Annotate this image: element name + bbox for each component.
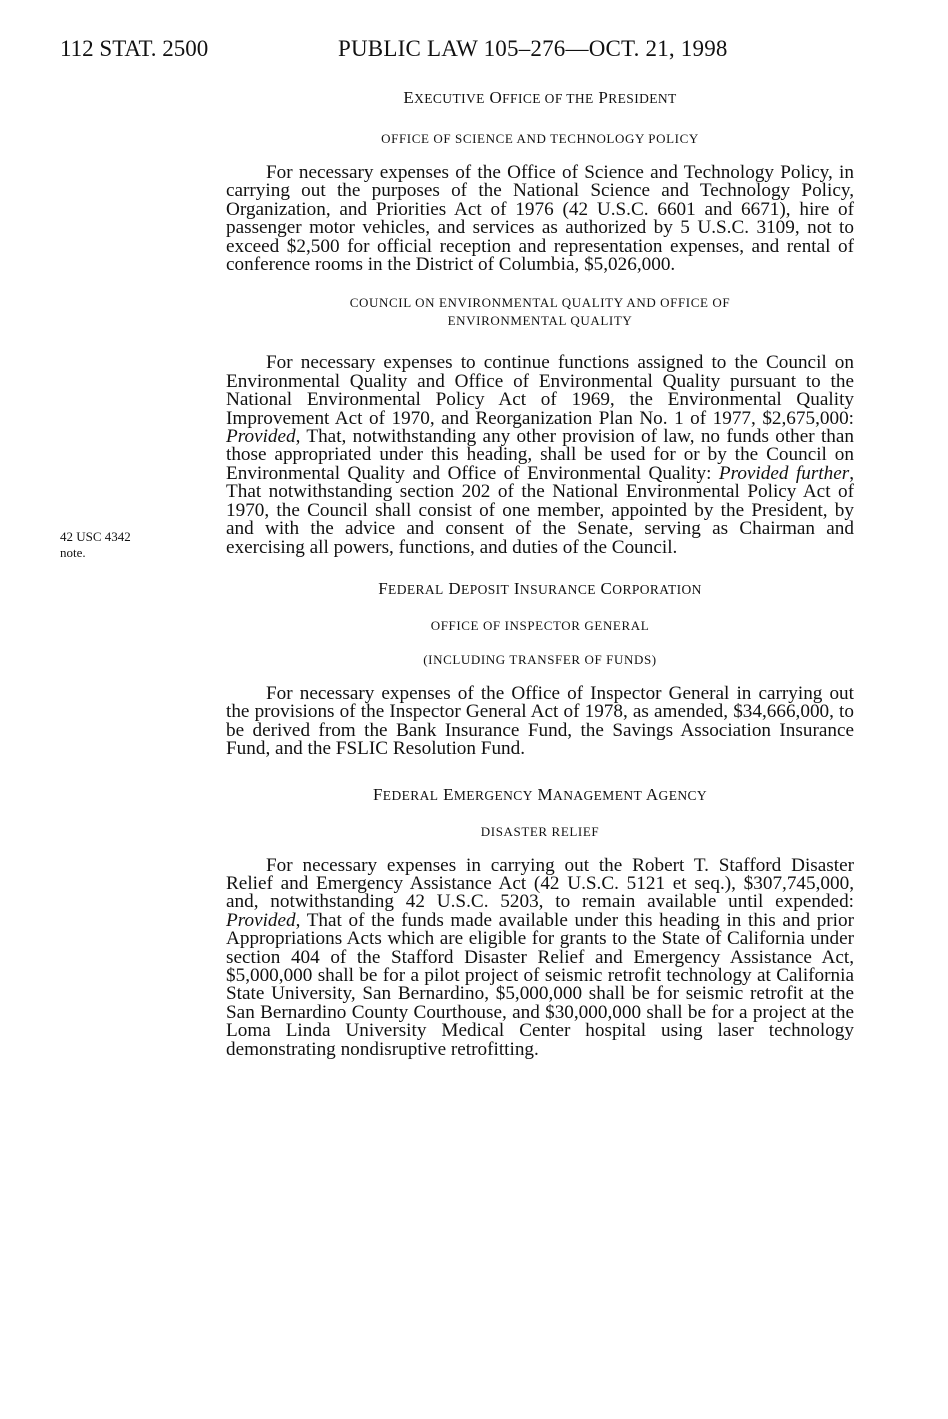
heading-fema: FEDERAL EMERGENCY MANAGEMENT AGENCY [372, 784, 708, 804]
heading-ceq-line1: COUNCIL ON ENVIRONMENTAL QUALITY AND OFFICE OF [349, 295, 731, 311]
heading-inspector-general: OFFICE OF INSPECTOR GENERAL [430, 617, 650, 633]
heading-disaster-relief: DISASTER RELIEF [480, 823, 600, 839]
page-header [0, 36, 948, 66]
paragraph-fdic: For necessary expenses of the Office of Inspector General in carrying out the provisions of the Inspector General Act of 1978, as amended, $34,666,000, to be derived from the Bank Insurance Fund, the Savings Association Insurance Fund, and the FSLIC Resolution Fund. [226, 682, 854, 760]
margin-note-label: note. [60, 545, 86, 560]
paragraph-ostp: For necessary expenses of the Office of Science and Technology Policy, in carrying out the purposes of the National Science and Technology Policy, Organization, and Priorities Act of 1976 (42 U.S.C. 6601 and 6671), hire of passenger motor vehicles, and services as authorized by 5 U.S.C. 3109, not to exceed $2,500 for official reception and representation expenses, and rental of conference rooms in the District of Columbia, $5,026,000. [226, 162, 854, 276]
heading-fdic: FEDERAL DEPOSIT INSURANCE CORPORATION [378, 578, 702, 598]
heading-ceq-line2: ENVIRONMENTAL QUALITY [447, 313, 633, 329]
heading-transfer-of-funds: (INCLUDING TRANSFER OF FUNDS) [423, 651, 657, 667]
paragraph-ceq: For necessary expenses to continue functions assigned to the Council on Environmental Quality and Office of Environmental Quality pursuant to the National Environmental Policy Act of 1969, the Environmental Quality Improvement Act of 1970, and Reorganization Plan No. 1 of 1977, $2,675,000: Provided, That, notwithstanding any other provision of law, no funds other than those appropriated under this heading, shall be used for or by the Council on Environmental Quality and Office of Environmental Quality: Provided further, That notwithstanding section 202 of the National Environmental Policy Act of 1970, the Council shall consist of one member, appointed by the President, by and with the advice and consent of the Senate, serving as Chairman and exercising all powers, functions, and duties of the Council. [226, 352, 854, 558]
provided-emphasis: Provided [226, 426, 296, 448]
margin-note [60, 529, 190, 561]
public-law-citation: PUBLIC LAW 105–276—OCT. 21, 1998 [338, 36, 728, 61]
heading-executive-office: EXECUTIVE OFFICE OF THE PRESIDENT [403, 88, 677, 107]
heading-ostp: OFFICE OF SCIENCE AND TECHNOLOGY POLICY [381, 131, 699, 146]
provided-further-emphasis: Provided further [718, 462, 850, 484]
paragraph-fema: For necessary expenses in carrying out the Robert T. Stafford Disaster Relief and Emergency Assistance Act (42 U.S.C. 5121 et seq.), $307,745,000, and, notwithstanding 42 U.S.C. 5203, to remain available until expended: Provided, That of the funds made available under this heading in this and prior Appropriations Acts which are eligible for grants to the State of California under section 404 of the Stafford Disaster Relief and Emergency Assistance Act, $5,000,000 shall be for a pilot project of seismic retrofit technology at California State University, San Bernardino, $5,000,000 shall be for seismic retrofit at the San Bernardino County Courthouse, and $30,000,000 shall be for a project at the Loma Linda University Medical Center hospital using laser technology demonstrating nondisruptive retrofitting. [226, 854, 854, 1060]
heading-ceq [226, 294, 854, 330]
provided-emphasis: Provided [226, 909, 296, 931]
document-body [226, 88, 854, 1059]
statute-page-number: 112 STAT. 2500 [60, 36, 209, 61]
margin-note-citation: 42 USC 4342 [60, 529, 131, 544]
